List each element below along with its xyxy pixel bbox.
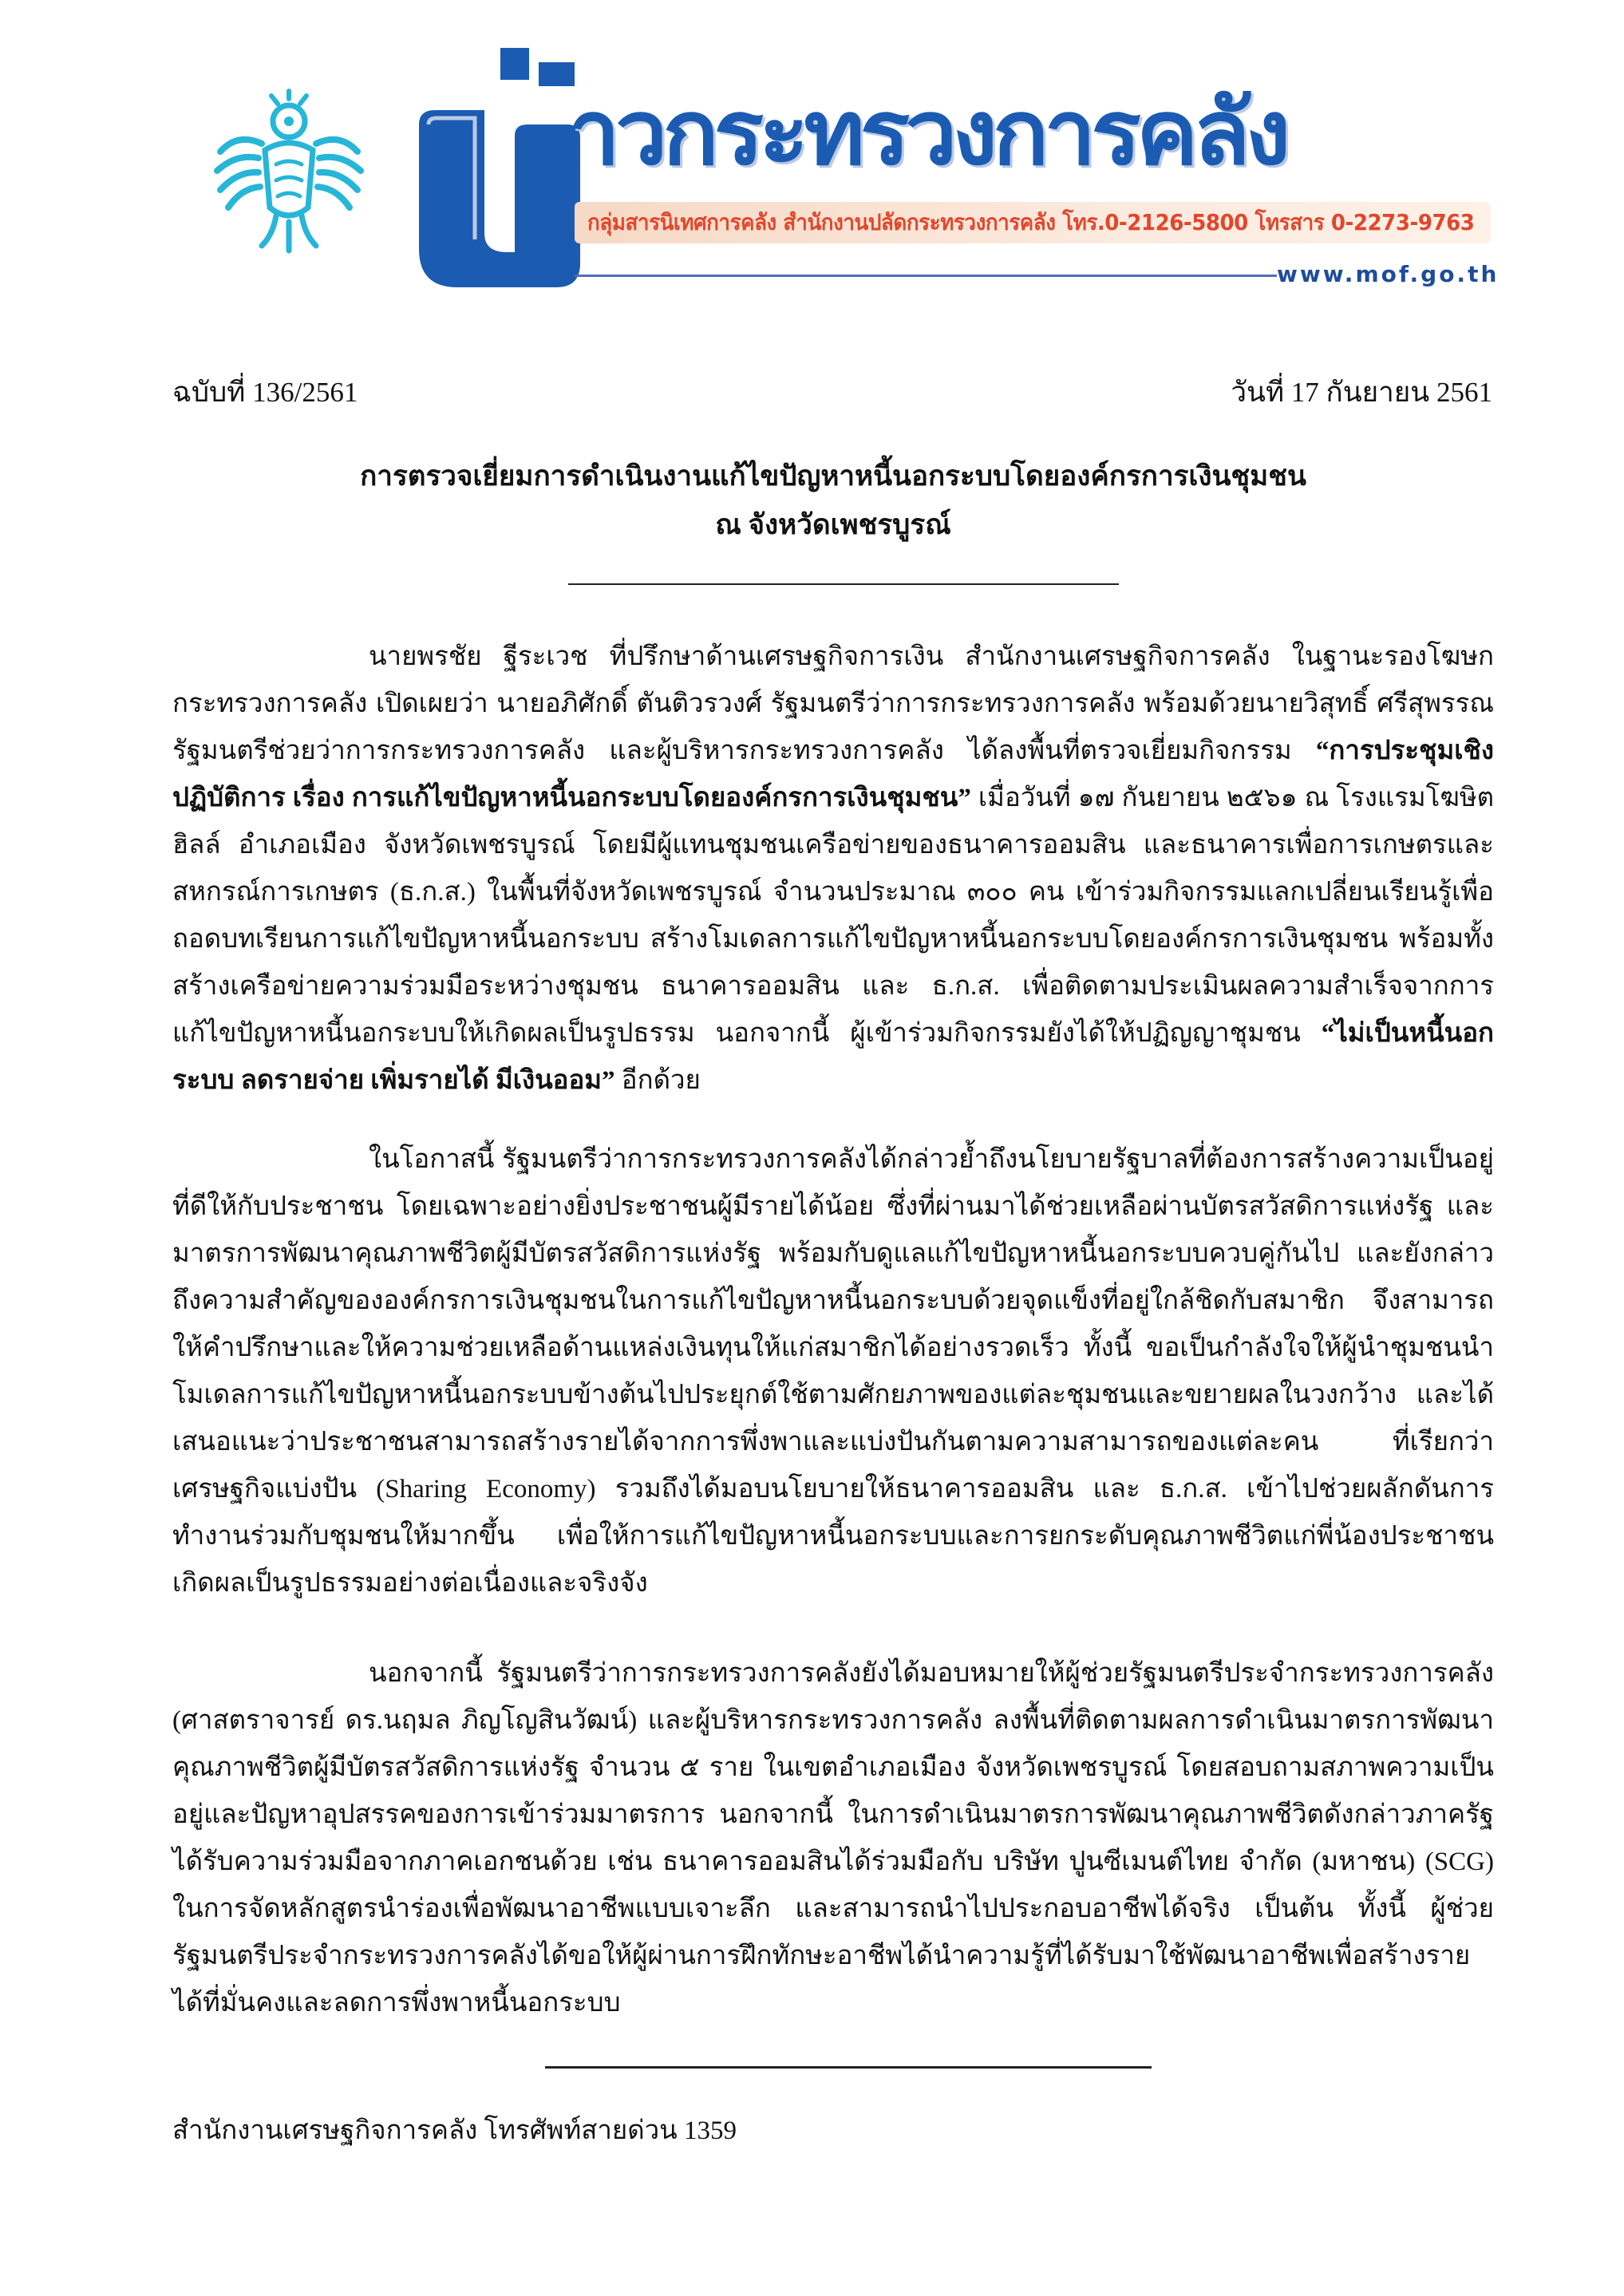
letterhead — [0, 0, 1624, 303]
ministry-emblem-icon — [209, 88, 369, 255]
paragraph-3: นอกจากนี้ รัฐมนตรีว่าการกระทรวงการคลังยังได้มอบหมายให้ผู้ช่วยรัฐมนตรีประจำกระทรวงการคลัง (ศาสตราจารย์ ดร.นฤมล ภิญโญสินวัฒน์) และผู้บริหารกระทรวงการคลัง ลงพื้นที่ติดตามผลการดำเนินมาตรการพัฒนาคุณภาพชีวิตผู้มีบัตรสวัสดิการแห่งรัฐ จำนวน ๕ ราย ในเขตอำเภอเมือง จังหวัดเพชรบูรณ์ โดยสอบถามสภาพความเป็นอยู่และปัญหาอุปสรรคของการเข้าร่วมมาตรการ นอกจากนี้ ในการดำเนินมาตรการพัฒนาคุณภาพชีวิตดังกล่าวภาครัฐได้รับความร่วมมือจากภาคเอกชนด้วย เช่น ธนาคารออมสินได้ร่วมมือกับ บริษัท ปูนซีเมนต์ไทย จำกัด (มหาชน) (SCG) ในการจัดหลักสูตรนำร่องเพื่อพัฒนาอาชีพแบบเจาะลึก และสามารถนำไปประกอบอาชีพได้จริง เป็นต้น ทั้งนี้ ผู้ช่วยรัฐมนตรีประจำกระทรวงการคลังได้ขอให้ผู้ผ่านการฝึกทักษะอาชีพได้นำความรู้ที่ได้รับมาใช้พัฒนาอาชีพเพื่อสร้างรายได้ที่มั่นคงและลดการพึ่งพาหนี้นอกระบบ — [172, 1659, 1494, 2017]
contact-bar — [575, 202, 1491, 243]
footer-divider — [545, 2066, 1152, 2069]
website-url: www.mof.go.th — [1277, 261, 1500, 287]
paragraph-1-community-pledge: “ไม่เป็นหนี้นอกระบบ ลดรายจ่าย เพิ่มรายได้ มีเงินออม” — [172, 1019, 1494, 1095]
contact-info: กลุ่มสารนิเทศการคลัง สำนักงานปลัดกระทรวงการคลัง โทร.0-2126-5800 โทรสาร 0-2273-9763 — [587, 209, 1475, 235]
masthead-title: าวกระทรวงการคลัง — [568, 81, 1286, 185]
issue-date: วันที่ 17 กันยายน 2561 — [1231, 377, 1492, 408]
paragraph-1-text-e: อีกด้วย — [621, 1066, 701, 1095]
paragraph-1-event-name: “การประชุมเชิงปฏิบัติการ เรื่อง การแก้ไขปัญหาหนี้นอกระบบโดยองค์กรการเงินชุมชน” — [172, 737, 1494, 812]
header-divider — [575, 275, 1277, 277]
paragraph-1-text-a: นายพรชัย ฐีระเวช ที่ปรึกษาด้านเศรษฐกิจการเงิน สำนักงานเศรษฐกิจการคลัง ในฐานะรองโฆษกกระทรวงการคลัง เปิดเผยว่า นายอภิศักดิ์ ตันติวรวงศ์ รัฐมนตรีว่าการกระทรวงการคลัง พร้อมด้วยนายวิสุทธิ์ ศรีสุพรรณ รัฐมนตรีช่วยว่าการกระทรวงการคลัง และผู้บริหารกระทรวงการคลัง ได้ลงพื้นที่ตรวจเยี่ยมกิจกรรม — [172, 642, 1494, 765]
paragraph-2: ในโอกาสนี้ รัฐมนตรีว่าการกระทรวงการคลังได้กล่าวย้ำถึงนโยบายรัฐบาลที่ต้องการสร้างความเป็นอยู่ที่ดีให้กับประชาชน โดยเฉพาะอย่างยิ่งประชาชนผู้มีรายได้น้อย ซึ่งที่ผ่านมาได้ช่วยเหลือผ่านบัตรสวัสดิการแห่งรัฐ และมาตรการพัฒนาคุณภาพชีวิตผู้มีบัตรสวัสดิการแห่งรัฐ พร้อมกับดูแลแก้ไขปัญหาหนี้นอกระบบควบคู่กันไป และยังกล่าวถึงความสำคัญขององค์กรการเงินชุมชนในการแก้ไขปัญหาหนี้นอกระบบด้วยจุดแข็งที่อยู่ใกล้ชิดกับสมาชิก จึงสามารถให้คำปรึกษาและให้ความช่วยเหลือด้านแหล่งเงินทุนให้แก่สมาชิกได้อย่างรวดเร็ว ทั้งนี้ ขอเป็นกำลังใจให้ผู้นำชุมชนนำโมเดลการแก้ไขปัญหาหนี้นอกระบบข้างต้นไปประยุกต์ใช้ตามศักยภาพของแต่ละชุมชนและขยายผลในวงกว้าง และได้เสนอแนะว่าประชาชนสามารถสร้างรายได้จากการพึ่งพาและแบ่งปันกันตามความสามารถของแต่ละคน ที่เรียกว่า เศรษฐกิจแบ่งปัน (Sharing Economy) รวมถึงได้มอบนโยบายให้ธนาคารออมสิน และ ธ.ก.ส. เข้าไปช่วยผลักดันการทำงานร่วมกับชุมชนให้มากขึ้น เพื่อให้การแก้ไขปัญหาหนี้นอกระบบและการยกระดับคุณภาพชีวิตแก่พี่น้องประชาชนเกิดผลเป็นรูปธรรมอย่างต่อเนื่องและจริงจัง — [172, 1145, 1494, 1598]
headline-line-2: ณ จังหวัดเพชรบูรณ์ — [715, 509, 951, 540]
headline-divider — [568, 583, 1119, 585]
footer-contact: สำนักงานเศรษฐกิจการคลัง โทรศัพท์สายด่วน 1359 — [172, 2116, 737, 2145]
paragraph-1-text-c: เมื่อวันที่ ๑๗ กันยายน ๒๕๖๑ ณ โรงแรมโฆษิตฮิลล์ อำเภอเมือง จังหวัดเพชรบูรณ์ โดยมีผู้แทนชุมชนเครือข่ายของธนาคารออมสิน และธนาคารเพื่อการเกษตรและสหกรณ์การเกษตร (ธ.ก.ส.) ในพื้นที่จังหวัดเพชรบูรณ์ จำนวนประมาณ ๓๐๐ คน เข้าร่วมกิจกรรมแลกเปลี่ยนเรียนรู้เพื่อถอดบทเรียนการแก้ไขปัญหาหนี้นอกระบบ สร้างโมเดลการแก้ไขปัญหาหนี้นอกระบบโดยองค์กรการเงินชุมชน พร้อมทั้งสร้างเครือข่ายความร่วมมือระหว่างชุมชน ธนาคารออมสิน และ ธ.ก.ส. เพื่อติดตามประเมินผลความสำเร็จจากการแก้ไขปัญหาหนี้นอกระบบให้เกิดผลเป็นรูปธรรม นอกจากนี้ ผู้เข้าร่วมกิจกรรมยังได้ให้ปฏิญญาชุมชน — [172, 784, 1495, 1048]
paragraph-1 — [172, 634, 1494, 1105]
masthead-initial-letter-icon — [411, 48, 583, 287]
headline-line-1: การตรวจเยี่ยมการดำเนินงานแก้ไขปัญหาหนี้นอกระบบโดยองค์กรการเงินชุมชน — [360, 460, 1306, 492]
issue-number: ฉบับที่ 136/2561 — [172, 377, 358, 408]
